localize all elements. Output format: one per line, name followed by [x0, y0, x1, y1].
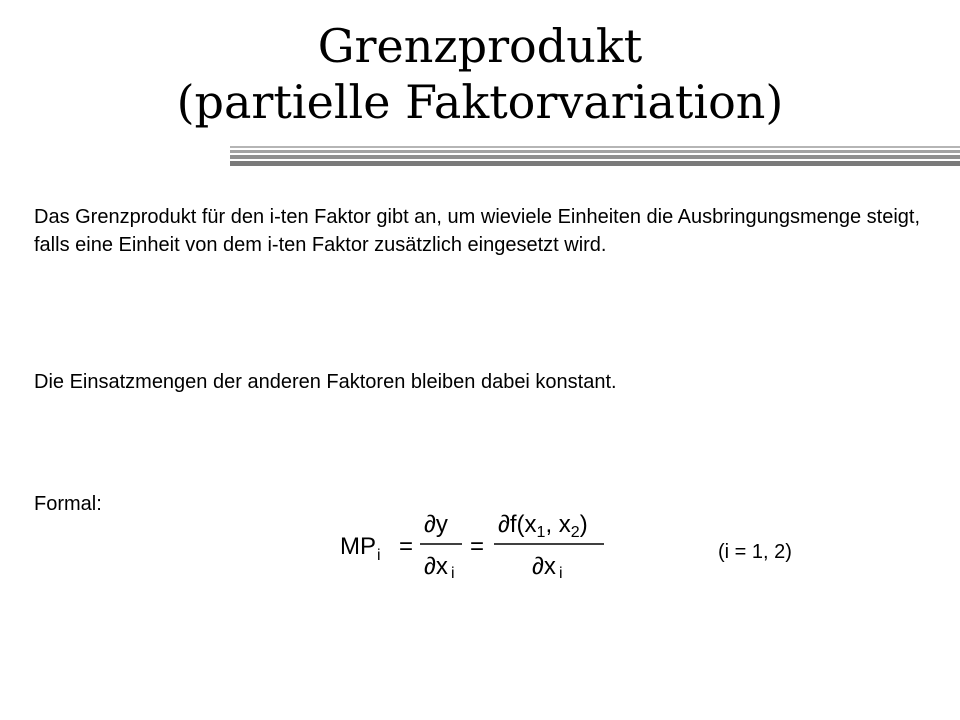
formula-lhs-subscript: i [377, 547, 381, 564]
title-line-1: Grenzprodukt [317, 19, 643, 73]
title-line-2: (partielle Faktorvariation) [176, 75, 784, 129]
fraction-2-numerator: $\partial f(x_1$, $x_2$) [498, 511, 588, 541]
index-range-note: (i = 1, 2) [718, 541, 792, 563]
formal-label: Formal: [34, 493, 102, 515]
formula-lhs: MP [340, 533, 376, 560]
formula-equals-2: = [470, 533, 485, 560]
fraction-2-denominator: ∂x [532, 553, 556, 580]
definition-paragraph: Das Grenzprodukt für den i-ten Faktor gibt an, um wieviele Einheiten die Ausbringungsmenge steigt, falls eine Einheit von dem i-ten Faktor zusätzlich eingesetzt wird. [34, 206, 921, 256]
marginal-product-formula [340, 508, 620, 582]
formula-equals-1: = [399, 533, 414, 560]
fraction-1-denominator: ∂x [424, 553, 448, 580]
fraction-1-denominator-subscript: i [451, 565, 455, 582]
title-divider [230, 146, 960, 168]
fraction-1-numerator: ∂y [424, 511, 448, 538]
fraction-2-denominator-subscript: i [559, 565, 563, 582]
ceteris-paribus-paragraph: Die Einsatzmengen der anderen Faktoren bleiben dabei konstant. [34, 371, 617, 393]
slide-title [0, 18, 960, 130]
